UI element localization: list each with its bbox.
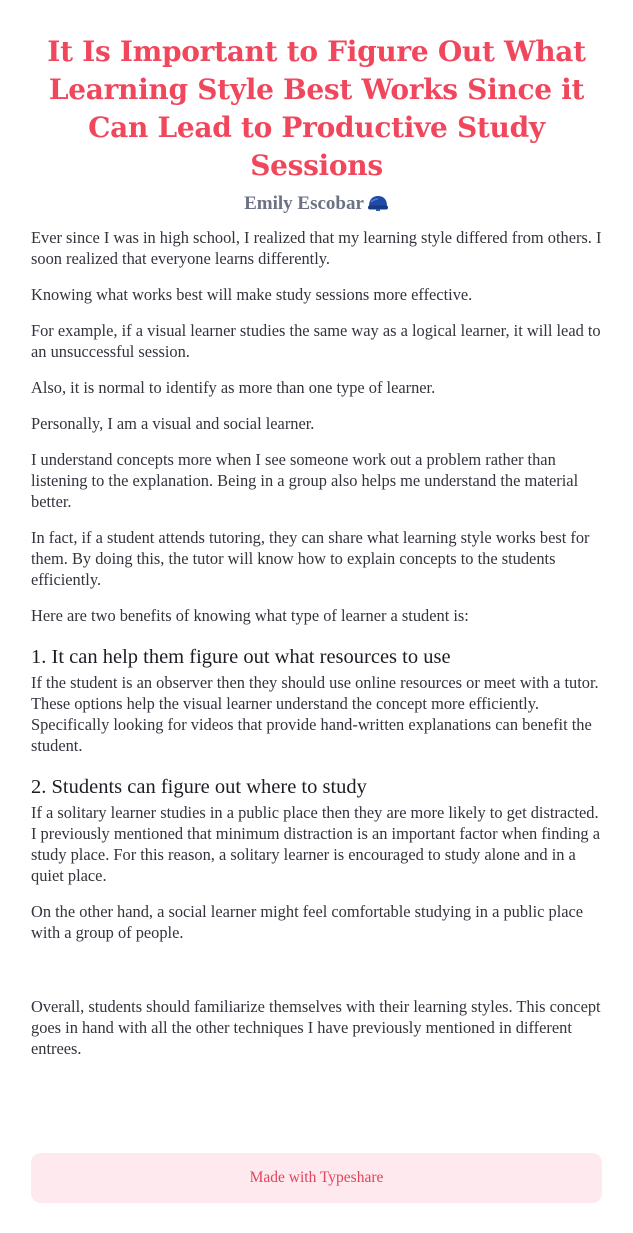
graduation-cap-icon bbox=[367, 195, 389, 213]
section-1-paragraph-1: If the student is an observer then they should use online resources or meet with a tutor. These options help the visual learner understand the concept more efficiently. Specifically looking for videos that provide hand-written explanations can benefit the student. bbox=[31, 673, 599, 755]
intro-paragraph-6: I understand concepts more when I see someone work out a problem rather than listening to the explanation. Being in a group also helps me understand the material better. bbox=[31, 450, 579, 511]
section-heading-2: 2. Students can figure out where to study bbox=[31, 776, 367, 798]
spacer bbox=[31, 958, 602, 996]
intro-paragraph-1: Ever since I was in high school, I realized that my learning style differed from others. I soon realized that everyone learns differently. bbox=[31, 228, 602, 268]
made-with-typeshare-button[interactable]: Made with Typeshare bbox=[31, 1153, 602, 1203]
section-2-paragraph-1: If a solitary learner studies in a public place then they are more likely to get distracted. I previously mentioned that minimum distraction is an important factor when finding a study place. For this reason, a solitary learner is encouraged to study alone and in a quiet place. bbox=[31, 803, 600, 885]
conclusion-paragraph: Overall, students should familiarize themselves with their learning styles. This concept goes in hand with all the other techniques I have previously mentioned in different entrees. bbox=[31, 997, 601, 1058]
article bbox=[0, 33, 633, 1059]
intro-paragraph-7: In fact, if a student attends tutoring, they can share what learning style works best for them. By doing this, the tutor will know how to explain concepts to the students efficiently. bbox=[31, 528, 590, 589]
intro-paragraph-8: Here are two benefits of knowing what type of learner a student is: bbox=[31, 606, 469, 625]
section-heading-1: 1. It can help them figure out what resources to use bbox=[31, 646, 451, 668]
section-2-paragraph-2: On the other hand, a social learner might feel comfortable studying in a public place with a group of people. bbox=[31, 902, 584, 942]
author-name: Emily Escobar bbox=[244, 193, 364, 214]
article-title: It Is Important to Figure Out What Learning Style Best Works Since it Can Lead to Productive Study Sessions bbox=[47, 35, 586, 182]
intro-paragraph-5: Personally, I am a visual and social learner. bbox=[31, 414, 315, 433]
author-line bbox=[31, 193, 602, 215]
intro-paragraph-4: Also, it is normal to identify as more than one type of learner. bbox=[31, 378, 436, 397]
intro-paragraph-2: Knowing what works best will make study sessions more effective. bbox=[31, 285, 473, 304]
article-body bbox=[31, 227, 602, 1059]
intro-paragraph-3: For example, if a visual learner studies the same way as a logical learner, it will lead to an unsuccessful session. bbox=[31, 321, 601, 361]
